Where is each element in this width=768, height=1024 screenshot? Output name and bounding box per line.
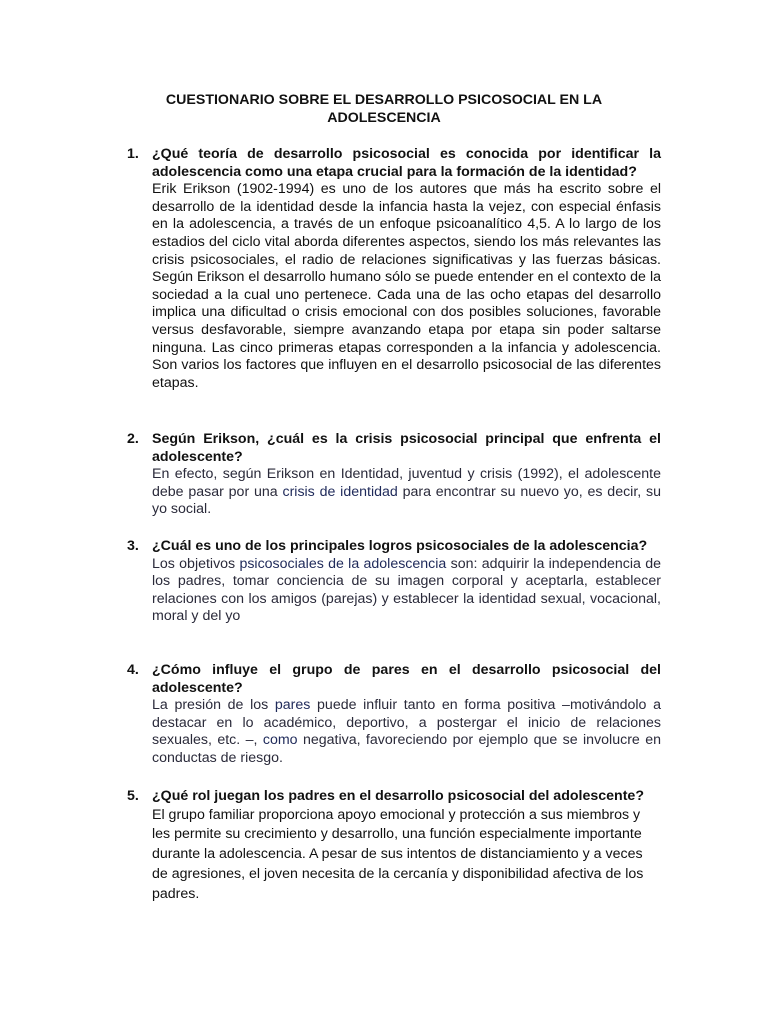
- answer-text: [152, 697, 661, 767]
- document-title: [120, 92, 648, 127]
- question-1: [127, 146, 661, 392]
- question-2: [127, 431, 662, 519]
- answer-link[interactable]: pares: [274, 697, 311, 714]
- question-text: ¿Cómo influye el grupo de pares en el desarrollo psicosocial del adolescente?: [152, 662, 661, 696]
- question-text: ¿Cuál es uno de los principales logros psicosociales de la adolescencia?: [152, 538, 648, 554]
- answer-text-start: Los objetivos: [152, 555, 240, 572]
- answer-text-end: negativa, favoreciendo por ejemplo que se involucre en conductas de riesgo.: [152, 732, 661, 766]
- question-3: [127, 538, 661, 626]
- answer-link[interactable]: psicosociales de la adolescencia: [239, 555, 447, 572]
- question-number: 2.: [127, 431, 139, 447]
- answer-text: El grupo familiar proporciona apoyo emocional y protección a sus miembros y les permite su crecimiento y desarrollo, una función especialmente importante durante la adolescencia. A pesar de sus intentos de distanciamiento y a veces de agresiones, el joven necesita de la cercanía y disponibilidad afectiva de los padres.: [152, 806, 644, 902]
- question-number: 3.: [127, 538, 139, 554]
- answer-text-start: En efecto, según Erikson en Identidad, juventud y crisis (1992), el adolescente debe pasar por una: [152, 466, 661, 500]
- answer-text-end: para encontrar su nuevo yo, es decir, su yo social.: [152, 483, 662, 518]
- question-text: Según Erikson, ¿cuál es la crisis psicosocial principal que enfrenta el adolescente?: [152, 431, 661, 465]
- answer-text: Erik Erikson (1902-1994) es uno de los autores que más ha escrito sobre el desarrollo de la identidad desde la infancia hasta la vejez, con especial énfasis en la adolescencia, a través de un enfoque psicoanalítico 4,5. A lo largo de los estadios del ciclo vital aborda diferentes aspectos, siendo los más relevantes las crisis psicosociales, el radio de relaciones significativas y las fuerzas básicas. Según Erikson el desarrollo humano sólo se puede entender en el contexto de la sociedad a la cual uno pertenece. Cada una de las ocho etapas del desarrollo implica una dificultad o crisis emocional con dos posibles soluciones, favorable versus desfavorable, siempre avanzando etapa por etapa sin poder saltarse ninguna. Las cinco primeras etapas corresponden a la infancia y adolescencia. Son varios los factores que influyen en el desarrollo psicosocial de las diferentes etapas.: [152, 181, 661, 391]
- answer-text: [152, 466, 661, 519]
- title-line-2: ADOLESCENCIA: [327, 109, 441, 126]
- question-4: [127, 662, 661, 768]
- answer-text-middle: puede influir tanto en forma positiva –motivándolo a destacar en lo académico, deportivo, a postergar el inicio de relaciones sexuales, etc. –,: [152, 697, 661, 749]
- question-number: 4.: [127, 662, 139, 678]
- answer-text-start: La presión de los: [152, 697, 275, 714]
- answer-link[interactable]: crisis de identidad: [282, 483, 398, 500]
- answer-text: [152, 556, 661, 626]
- answer-text-end: son: adquirir la independencia de los padres, tomar conciencia de su imagen corporal y aceptarla, establecer relaciones con los amigos (parejas) y establecer la identidad sexual, vocacional, moral y del yo: [152, 555, 661, 625]
- question-text: ¿Qué teoría de desarrollo psicosocial es conocida por identificar la adolescencia como una etapa crucial para la formación de la identidad?: [152, 146, 661, 180]
- question-5: [127, 788, 661, 905]
- question-number: 1.: [127, 146, 139, 162]
- question-text: ¿Qué rol juegan los padres en el desarrollo psicosocial del adolescente?: [152, 788, 644, 804]
- question-number: 5.: [127, 788, 139, 804]
- answer-link-2[interactable]: como: [262, 732, 298, 749]
- title-line-1: CUESTIONARIO SOBRE EL DESARROLLO PSICOSOCIAL EN LA: [165, 92, 603, 108]
